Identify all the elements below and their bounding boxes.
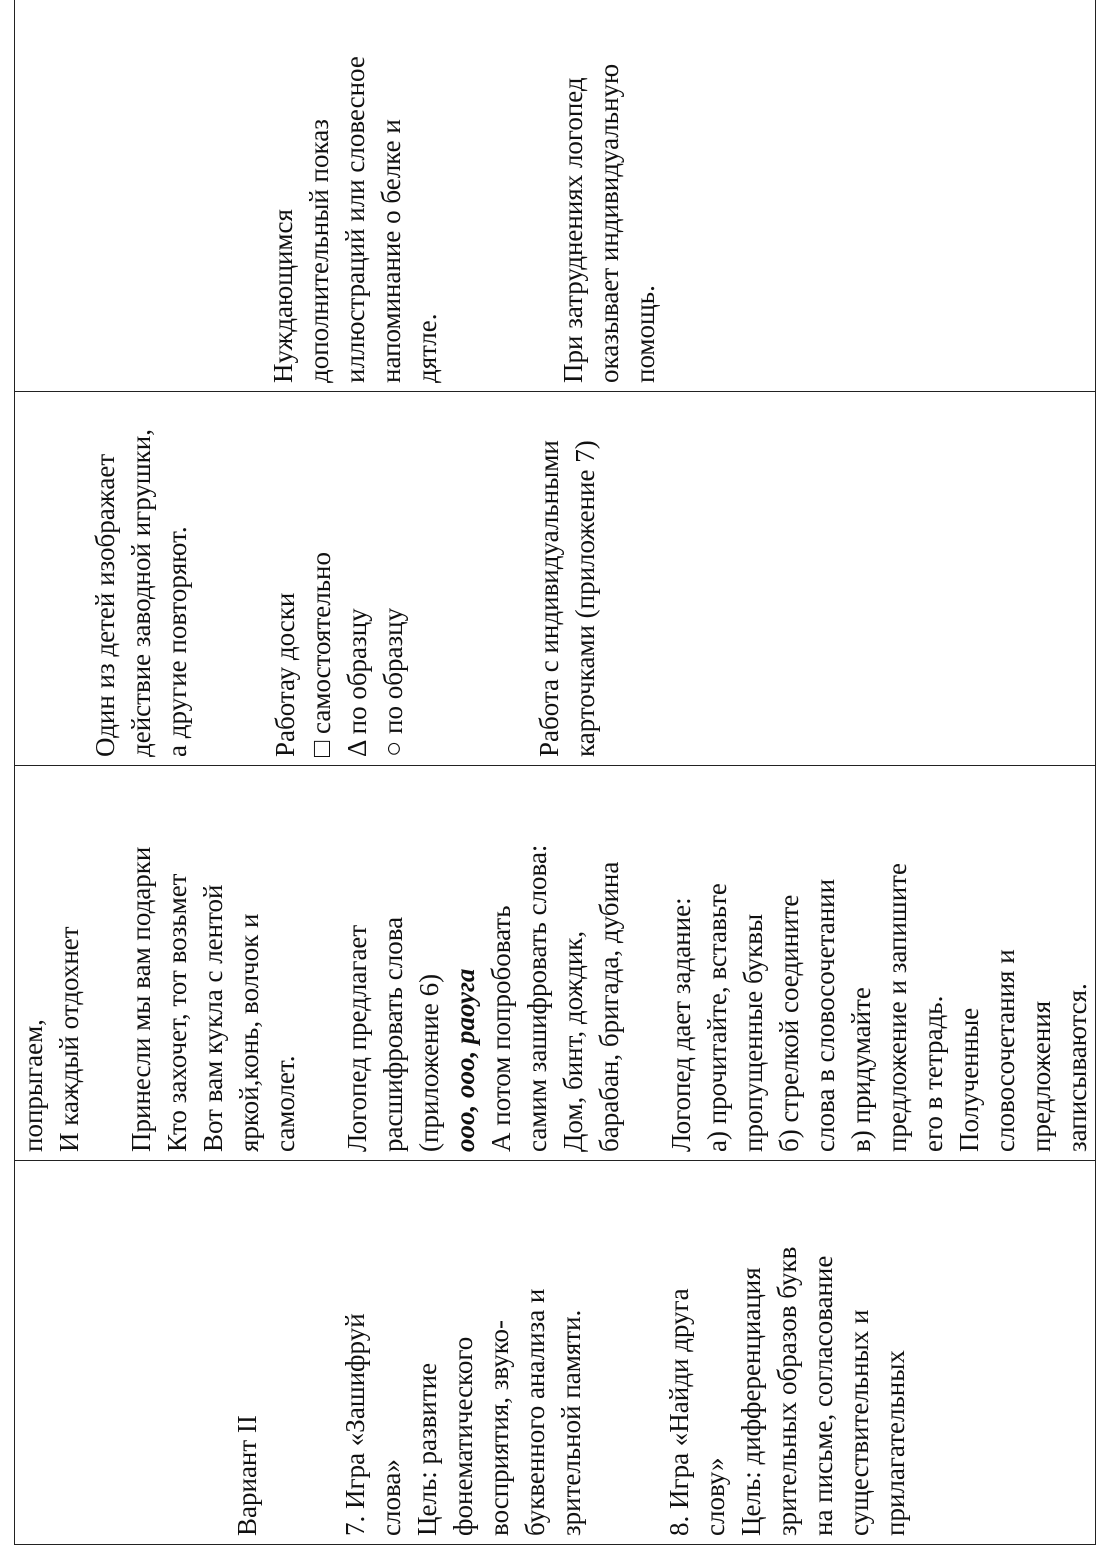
help-note-2: При затруднениях логопед оказывает индивидуальную помощь. — [558, 63, 660, 383]
table-row — [15, 0, 1096, 1545]
task-block: Логопед дает задание: а) прочитайте, вставьте пропущенные буквы б) стрелкой соедините слова в словосочетании в) придумайте предложение и запишите его в тетрадь. Полученные словосочетания и предложения записываются. — [666, 863, 1092, 1152]
teacher-activity-column — [15, 766, 1096, 1161]
game7-block: 7. Игра «Зашифруй слова» Цель: развитие фонематического восприятия, звуко- буквенного анализа и зрительной памяти. — [340, 1288, 586, 1536]
stage-column — [15, 1161, 1096, 1545]
help-note-1: Нуждающимся дополнительный показ иллюстраций или словесное напоминание о белке и дятле. — [268, 56, 442, 383]
toy-block: Один из детей изображает действие заводной игрушки, а другие повторяют. — [90, 429, 192, 757]
encoded-words: ооо, ооо, раоуга — [450, 968, 480, 1152]
poem-end: попрыгаем, И каждый отдохнет — [18, 926, 84, 1152]
children-activity-column — [15, 392, 1096, 766]
gifts-poem: Принесли мы вам подарки Кто захочет, тот возьмет Вот вам кукла с лентой яркой,конь, волчок и самолет. — [126, 846, 300, 1152]
notes-column — [15, 0, 1096, 392]
cards-block: Работа с индивидуальными карточками (приложение 7) — [534, 440, 600, 757]
variant-title: Вариант II — [232, 1415, 262, 1536]
lesson-plan-table — [14, 0, 1096, 1545]
rotated-table-frame — [14, 35, 1092, 1545]
game8-block: 8. Игра «Найди друга слову» Цель: дифференциация зрительных образов букв на письме, согласование существительных и прилагательных — [664, 1246, 910, 1536]
board-work-block: Работау доски □ самостоятельно Δ по образцу ○ по образцу — [270, 552, 408, 757]
encode-block: Логопед предлагает расшифровать слова (приложение 6) ооо, ооо, раоуга А потом попробовать самим зашифровать слова: Дом, бинт, дождик, барабан, бригада, дубина — [339, 774, 627, 1152]
